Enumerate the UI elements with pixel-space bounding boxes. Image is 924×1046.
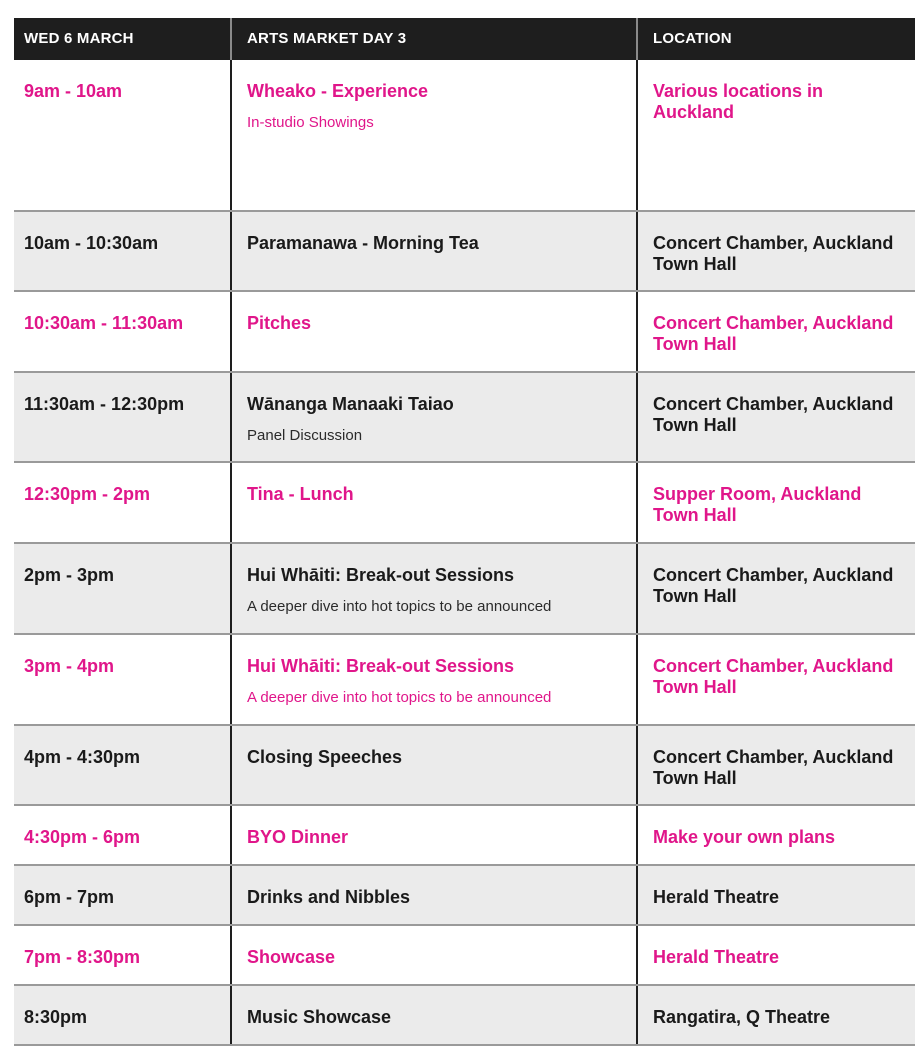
session-cell [230,292,636,371]
time-text: 12:30pm - 2pm [24,484,151,504]
location-text: Concert Chamber, Auckland Town Hall [653,565,894,606]
table-row [14,60,915,212]
location-cell [636,986,915,1044]
location-cell [636,544,915,633]
header-date: WED 6 MARCH [24,30,134,47]
session-title: Showcase [247,947,336,967]
session-cell [230,463,636,542]
location-cell [636,635,915,724]
table-body [14,60,915,1046]
time-cell [14,726,230,804]
location-text: Concert Chamber, Auckland Town Hall [653,313,894,354]
location-cell [636,463,915,542]
location-cell [636,866,915,924]
session-subtitle: Panel Discussion [247,427,363,444]
time-cell [14,986,230,1044]
location-cell [636,926,915,984]
session-cell [230,926,636,984]
location-text: Herald Theatre [653,887,780,907]
table-row [14,926,915,986]
time-cell [14,463,230,542]
time-cell [14,292,230,371]
location-text: Concert Chamber, Auckland Town Hall [653,394,894,435]
table-row [14,463,915,544]
location-text: Concert Chamber, Auckland Town Hall [653,656,894,697]
time-cell [14,926,230,984]
time-text: 3pm - 4pm [24,656,115,676]
session-title: Tina - Lunch [247,484,354,504]
session-cell [230,635,636,724]
time-cell [14,806,230,864]
session-cell [230,726,636,804]
location-cell [636,726,915,804]
time-text: 8:30pm [24,1007,88,1027]
table-row [14,726,915,806]
table-row [14,806,915,866]
header-event: ARTS MARKET DAY 3 [230,18,636,60]
time-text: 2pm - 3pm [24,565,115,585]
table-row [14,986,915,1046]
location-cell [636,292,915,371]
time-text: 10:30am - 11:30am [24,313,184,333]
session-cell [230,866,636,924]
table-row [14,635,915,726]
session-title: Drinks and Nibbles [247,887,411,907]
location-text: Make your own plans [653,827,836,847]
session-cell [230,212,636,290]
session-cell [230,373,636,461]
location-text: Herald Theatre [653,947,780,967]
time-text: 4pm - 4:30pm [24,747,141,767]
session-title: Wheako - Experience [247,81,429,101]
time-cell [14,866,230,924]
time-cell [14,373,230,461]
session-title: Paramanawa - Morning Tea [247,233,479,253]
session-cell [230,60,636,210]
table-row [14,373,915,463]
time-text: 10am - 10:30am [24,233,159,253]
session-subtitle: In-studio Showings [247,114,374,131]
location-text: Various locations in Auckland [653,81,824,122]
table-header [14,18,915,60]
time-text: 7pm - 8:30pm [24,947,141,967]
time-text: 9am - 10am [24,81,123,101]
session-title: Pitches [247,313,312,333]
location-cell [636,60,915,210]
table-row [14,544,915,635]
session-title: BYO Dinner [247,827,349,847]
time-cell [14,60,230,210]
time-cell [14,544,230,633]
time-text: 11:30am - 12:30pm [24,394,185,414]
table-row [14,212,915,292]
session-title: Wānanga Manaaki Taiao [247,394,454,414]
time-cell [14,635,230,724]
session-title: Hui Whāiti: Break-out Sessions [247,565,515,585]
session-cell [230,986,636,1044]
location-text: Concert Chamber, Auckland Town Hall [653,747,894,788]
location-text: Concert Chamber, Auckland Town Hall [653,233,894,274]
location-text: Rangatira, Q Theatre [653,1007,831,1027]
time-text: 4:30pm - 6pm [24,827,141,847]
location-cell [636,212,915,290]
header-location: LOCATION [636,18,915,60]
session-subtitle: A deeper dive into hot topics to be announced [247,598,552,615]
table-row [14,866,915,926]
session-subtitle: A deeper dive into hot topics to be announced [247,689,552,706]
time-cell [14,212,230,290]
session-title: Music Showcase [247,1007,392,1027]
session-title: Hui Whāiti: Break-out Sessions [247,656,515,676]
location-cell [636,373,915,461]
location-cell [636,806,915,864]
session-cell [230,544,636,633]
location-text: Supper Room, Auckland Town Hall [653,484,862,525]
table-row [14,292,915,373]
session-title: Closing Speeches [247,747,403,767]
session-cell [230,806,636,864]
schedule-table [14,18,915,1046]
time-text: 6pm - 7pm [24,887,115,907]
